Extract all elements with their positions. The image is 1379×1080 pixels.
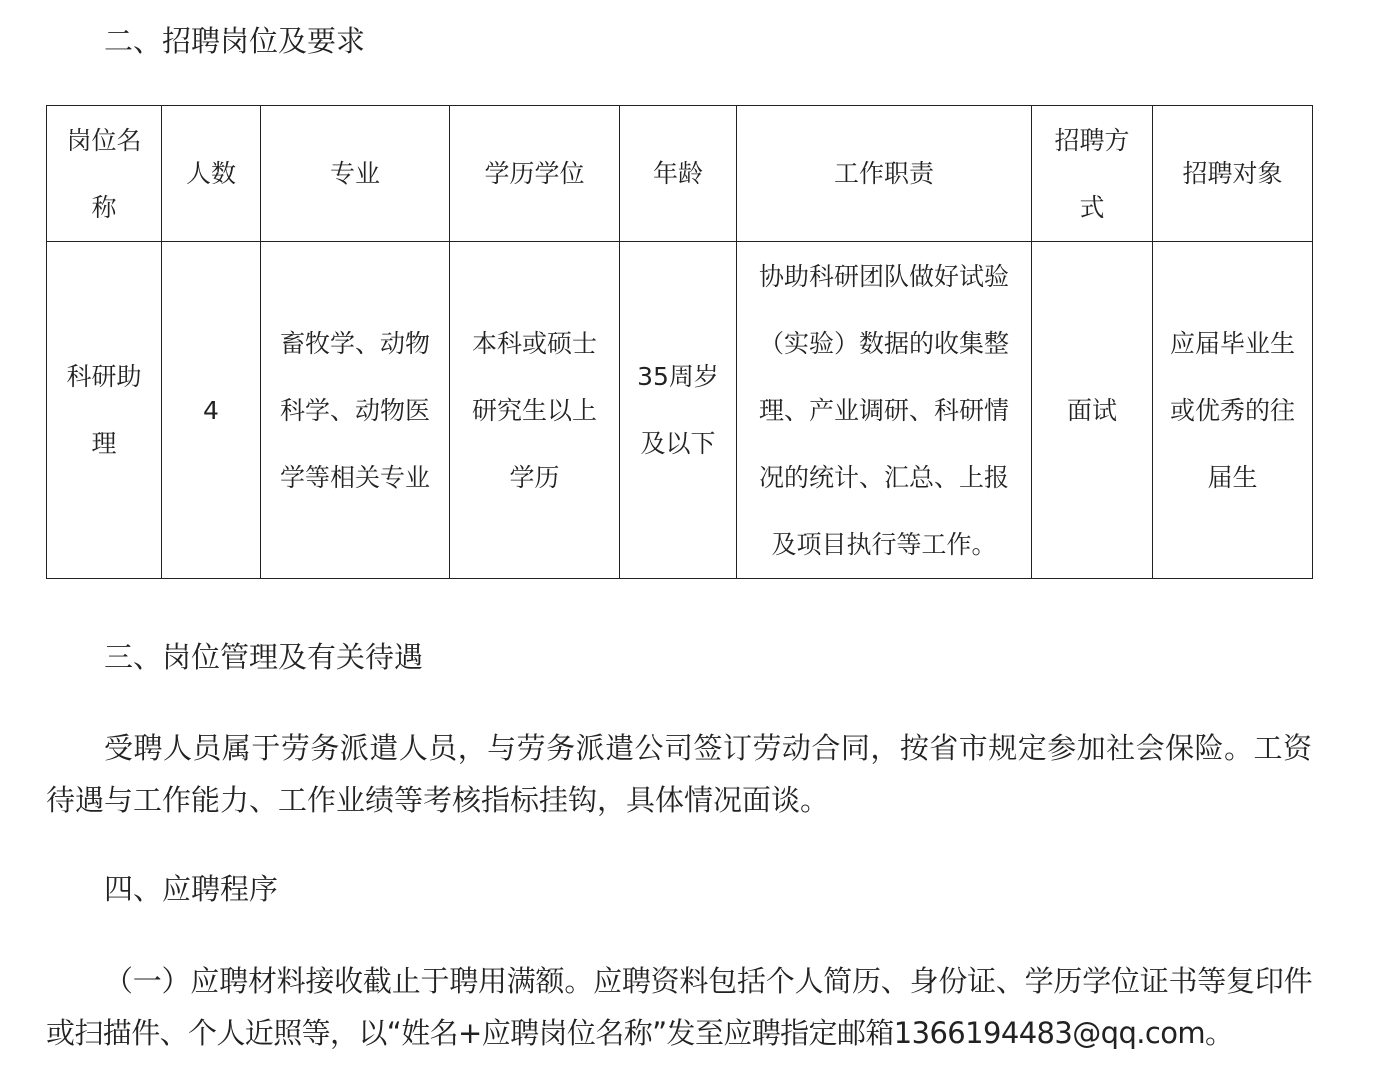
header-major: 专业 <box>261 106 450 242</box>
cell-duties: 协助科研团队做好试验（实验）数据的收集整理、产业调研、科研情况的统计、汇总、上报及项目执行等工作。 <box>737 242 1032 579</box>
cell-age: 35周岁及以下 <box>620 242 737 579</box>
cell-headcount: 4 <box>162 242 261 579</box>
cell-degree: 本科或硕士研究生以上学历 <box>450 242 620 579</box>
section-2-heading: 二、招聘岗位及要求 <box>104 24 366 58</box>
section-3-heading: 三、岗位管理及有关待遇 <box>104 640 424 674</box>
section-4-paragraph <box>46 955 1312 1059</box>
section-4-paragraph-text: （一）应聘材料接收截止于聘用满额。应聘资料包括个人简历、身份证、学历学位证书等复印件或扫描件、个人近照等，以“姓名+应聘岗位名称”发至应聘指定邮箱1366194483@qq.com。 <box>46 964 1312 1050</box>
table-header-row <box>47 106 1313 242</box>
section-3-paragraph <box>46 722 1312 826</box>
cell-major: 畜牧学、动物科学、动物医学等相关专业 <box>261 242 450 579</box>
header-degree: 学历学位 <box>450 106 620 242</box>
section-3-paragraph-text: 受聘人员属于劳务派遣人员，与劳务派遣公司签订劳动合同，按省市规定参加社会保险。工资待遇与工作能力、工作业绩等考核指标挂钩，具体情况面谈。 <box>46 731 1312 817</box>
header-position-name: 岗位名称 <box>47 106 162 242</box>
recruitment-table <box>46 105 1313 579</box>
header-headcount: 人数 <box>162 106 261 242</box>
table-row <box>47 242 1313 579</box>
cell-method: 面试 <box>1032 242 1153 579</box>
cell-target: 应届毕业生或优秀的往届生 <box>1153 242 1313 579</box>
header-method: 招聘方式 <box>1032 106 1153 242</box>
header-duties: 工作职责 <box>737 106 1032 242</box>
section-4-heading: 四、应聘程序 <box>104 872 279 906</box>
header-age: 年龄 <box>620 106 737 242</box>
header-target: 招聘对象 <box>1153 106 1313 242</box>
cell-position-name: 科研助理 <box>47 242 162 579</box>
